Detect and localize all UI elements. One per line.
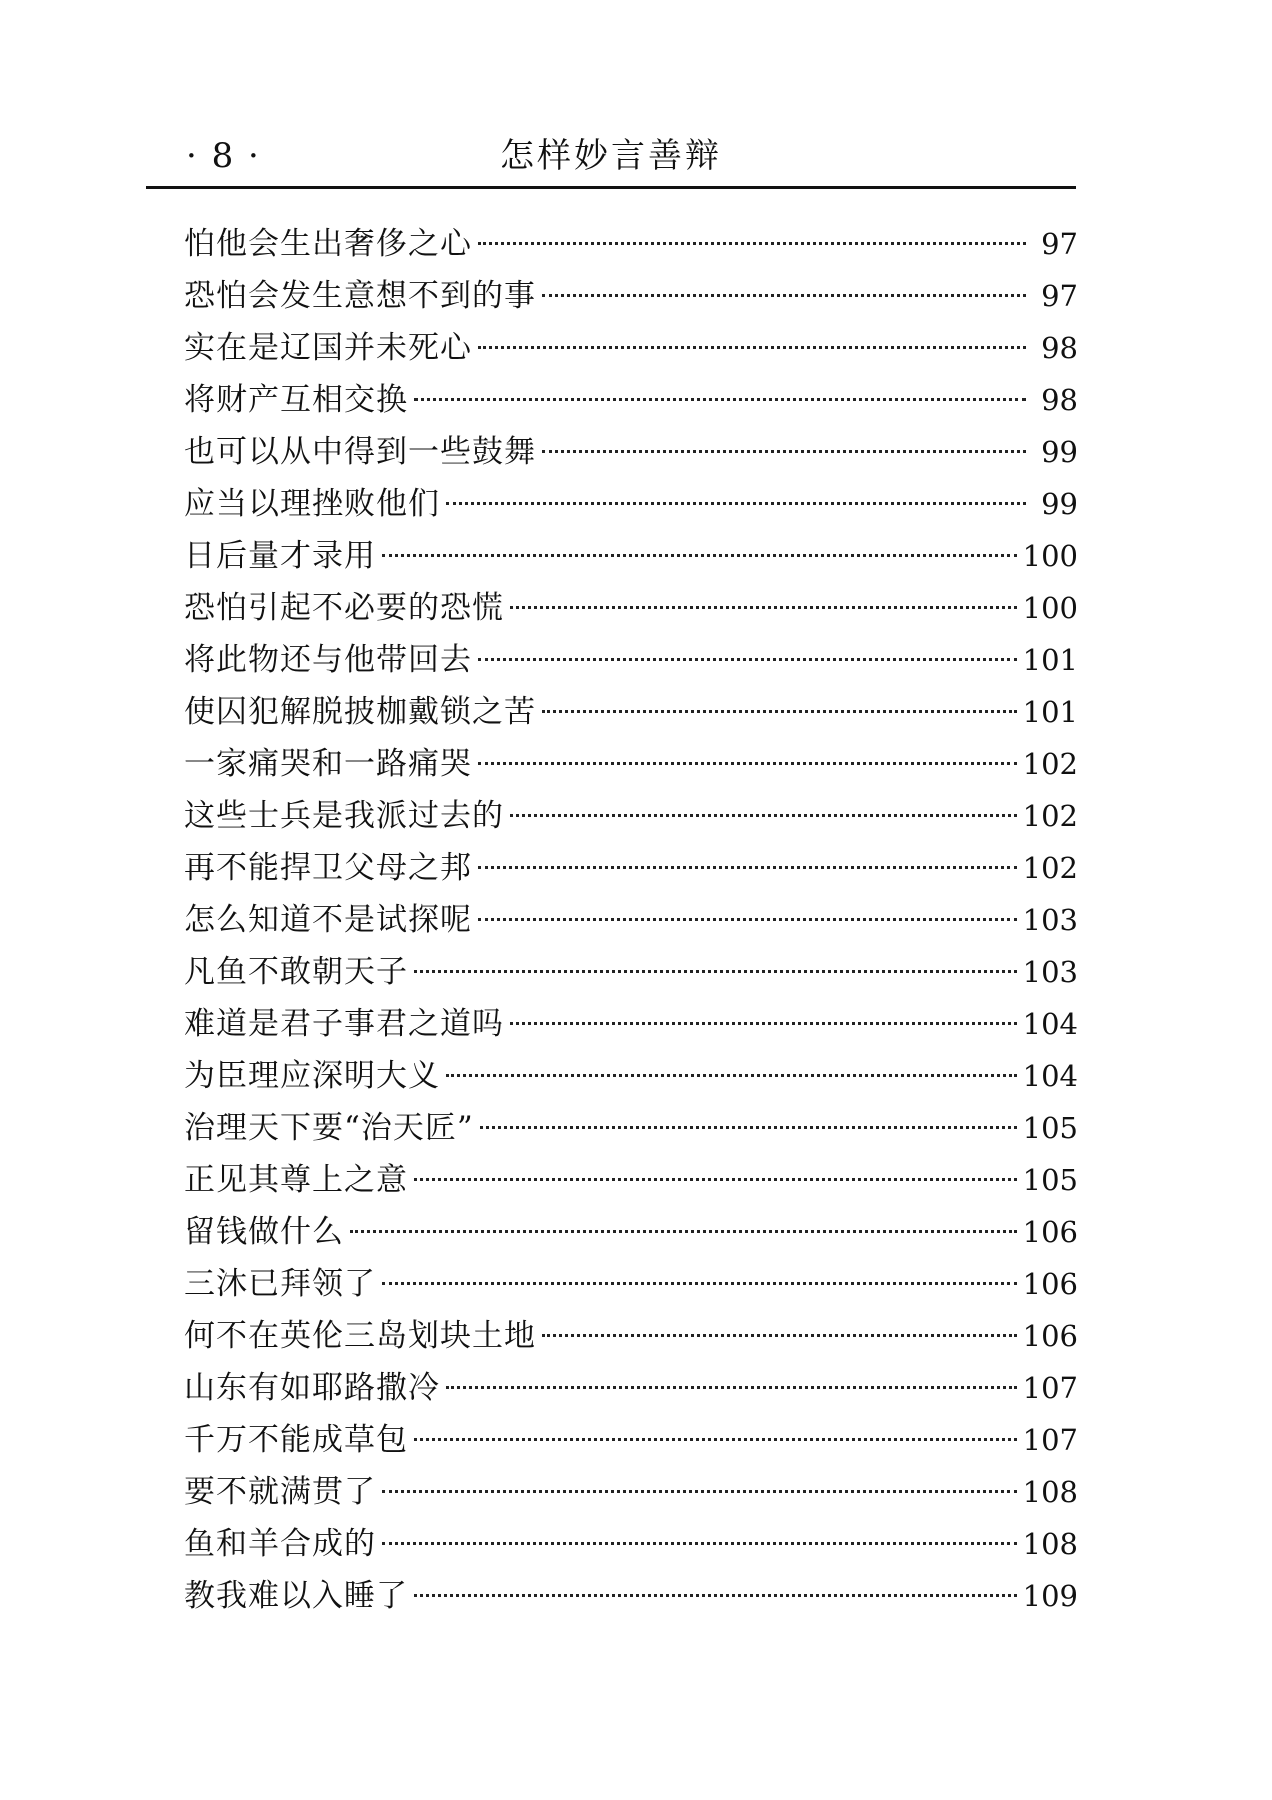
- dot-leader: [382, 1490, 1017, 1493]
- dot-leader: [478, 762, 1017, 765]
- toc-entry-page-number: 102: [1022, 747, 1078, 781]
- toc-entry: [184, 530, 1078, 582]
- table-of-contents: [184, 218, 1078, 1622]
- dot-leader: [446, 1074, 1017, 1077]
- toc-entry: [184, 1570, 1078, 1622]
- toc-entry-page-number: 105: [1022, 1163, 1078, 1197]
- toc-entry-title: 三沐已拜领了: [184, 1266, 376, 1302]
- toc-entry: [184, 1102, 1078, 1154]
- toc-entry: [184, 842, 1078, 894]
- toc-entry-title: 也可以从中得到一些鼓舞: [184, 434, 536, 470]
- toc-entry-page-number: 107: [1022, 1371, 1078, 1405]
- toc-entry-page-number: 100: [1022, 591, 1078, 625]
- dot-leader: [478, 242, 1026, 245]
- toc-entry-title: 恐怕会发生意想不到的事: [184, 278, 536, 314]
- dot-leader: [542, 294, 1026, 297]
- toc-entry-title: 难道是君子事君之道吗: [184, 1006, 504, 1042]
- toc-entry-page-number: 106: [1022, 1319, 1078, 1353]
- toc-entry: [184, 322, 1078, 374]
- dot-leader: [446, 1386, 1017, 1389]
- toc-entry-page-number: 101: [1022, 643, 1078, 677]
- dot-leader: [446, 502, 1026, 505]
- dot-leader: [414, 1594, 1017, 1597]
- toc-entry-page-number: 104: [1022, 1059, 1078, 1093]
- toc-entry-title: 使囚犯解脱披枷戴锁之苦: [184, 694, 536, 730]
- dot-leader: [414, 1178, 1017, 1181]
- toc-entry: [184, 1310, 1078, 1362]
- toc-entry: [184, 1414, 1078, 1466]
- toc-entry-page-number: 97: [1041, 227, 1078, 261]
- toc-entry-title: 何不在英伦三岛划块土地: [184, 1318, 536, 1354]
- toc-entry: [184, 946, 1078, 998]
- toc-entry-title: 正见其尊上之意: [184, 1162, 408, 1198]
- toc-entry: [184, 1206, 1078, 1258]
- dot-leader: [542, 450, 1026, 453]
- toc-entry-page-number: 102: [1022, 851, 1078, 885]
- dot-leader: [510, 814, 1017, 817]
- toc-entry: [184, 1466, 1078, 1518]
- toc-entry-page-number: 103: [1022, 903, 1078, 937]
- toc-entry-title: 凡鱼不敢朝天子: [184, 954, 408, 990]
- dot-leader: [382, 1282, 1017, 1285]
- toc-entry: [184, 998, 1078, 1050]
- toc-entry-title: 要不就满贯了: [184, 1474, 376, 1510]
- dot-leader: [510, 1022, 1017, 1025]
- dot-leader: [480, 1126, 1017, 1129]
- dot-leader: [478, 918, 1017, 921]
- toc-entry-page-number: 102: [1022, 799, 1078, 833]
- toc-entry-title: 为臣理应深明大义: [184, 1058, 440, 1094]
- toc-entry-title: 怕他会生出奢侈之心: [184, 226, 472, 262]
- toc-entry-page-number: 97: [1041, 279, 1078, 313]
- toc-entry: [184, 790, 1078, 842]
- dot-leader: [350, 1230, 1017, 1233]
- toc-entry-page-number: 106: [1022, 1215, 1078, 1249]
- dot-leader: [414, 970, 1017, 973]
- page-header: [146, 128, 1076, 184]
- dot-leader: [382, 554, 1017, 557]
- dot-leader: [510, 606, 1017, 609]
- toc-entry-page-number: 99: [1041, 435, 1078, 469]
- toc-entry: [184, 1518, 1078, 1570]
- toc-entry: [184, 894, 1078, 946]
- toc-entry-title: 这些士兵是我派过去的: [184, 798, 504, 834]
- toc-entry-title: 怎么知道不是试探呢: [184, 902, 472, 938]
- page-number: · 8 ·: [186, 136, 261, 176]
- dot-leader: [414, 1438, 1017, 1441]
- toc-entry-page-number: 99: [1041, 487, 1078, 521]
- toc-entry: [184, 582, 1078, 634]
- toc-entry-title: 恐怕引起不必要的恐慌: [184, 590, 504, 626]
- toc-entry-page-number: 106: [1022, 1267, 1078, 1301]
- toc-entry: [184, 686, 1078, 738]
- toc-entry: [184, 634, 1078, 686]
- dot-leader: [542, 710, 1017, 713]
- toc-entry: [184, 426, 1078, 478]
- toc-entry: [184, 478, 1078, 530]
- toc-entry-title: 日后量才录用: [184, 538, 376, 574]
- dot-leader: [382, 1542, 1017, 1545]
- toc-entry-title: 实在是辽国并未死心: [184, 330, 472, 366]
- toc-entry-page-number: 100: [1022, 539, 1078, 573]
- toc-entry-title: 山东有如耶路撒冷: [184, 1370, 440, 1406]
- book-title: 怎样妙言善辩: [500, 136, 722, 176]
- toc-entry: [184, 270, 1078, 322]
- dot-leader: [414, 398, 1026, 401]
- toc-entry-page-number: 104: [1022, 1007, 1078, 1041]
- toc-entry: [184, 374, 1078, 426]
- toc-entry-page-number: 103: [1022, 955, 1078, 989]
- toc-entry-title: 教我难以入睡了: [184, 1578, 408, 1614]
- toc-entry: [184, 218, 1078, 270]
- toc-entry-title: 一家痛哭和一路痛哭: [184, 746, 472, 782]
- toc-entry: [184, 1258, 1078, 1310]
- toc-entry: [184, 1050, 1078, 1102]
- header-rule: [146, 186, 1076, 189]
- toc-entry-page-number: 109: [1022, 1579, 1078, 1613]
- toc-entry-title: 治理天下要“治天匠”: [184, 1110, 474, 1146]
- dot-leader: [542, 1334, 1017, 1337]
- toc-entry-page-number: 107: [1022, 1423, 1078, 1457]
- dot-leader: [478, 658, 1017, 661]
- toc-entry-title: 留钱做什么: [184, 1214, 344, 1250]
- toc-entry: [184, 738, 1078, 790]
- toc-entry-title: 将财产互相交换: [184, 382, 408, 418]
- toc-entry: [184, 1154, 1078, 1206]
- dot-leader: [478, 866, 1017, 869]
- toc-entry-title: 千万不能成草包: [184, 1422, 408, 1458]
- toc-entry-title: 鱼和羊合成的: [184, 1526, 376, 1562]
- toc-entry-page-number: 105: [1022, 1111, 1078, 1145]
- toc-entry-page-number: 98: [1041, 383, 1078, 417]
- toc-entry-page-number: 108: [1022, 1527, 1078, 1561]
- toc-entry-title: 应当以理挫败他们: [184, 486, 440, 522]
- toc-entry-page-number: 98: [1041, 331, 1078, 365]
- toc-entry-title: 将此物还与他带回去: [184, 642, 472, 678]
- toc-entry-page-number: 108: [1022, 1475, 1078, 1509]
- dot-leader: [478, 346, 1026, 349]
- toc-entry-page-number: 101: [1022, 695, 1078, 729]
- toc-entry-title: 再不能捍卫父母之邦: [184, 850, 472, 886]
- toc-entry: [184, 1362, 1078, 1414]
